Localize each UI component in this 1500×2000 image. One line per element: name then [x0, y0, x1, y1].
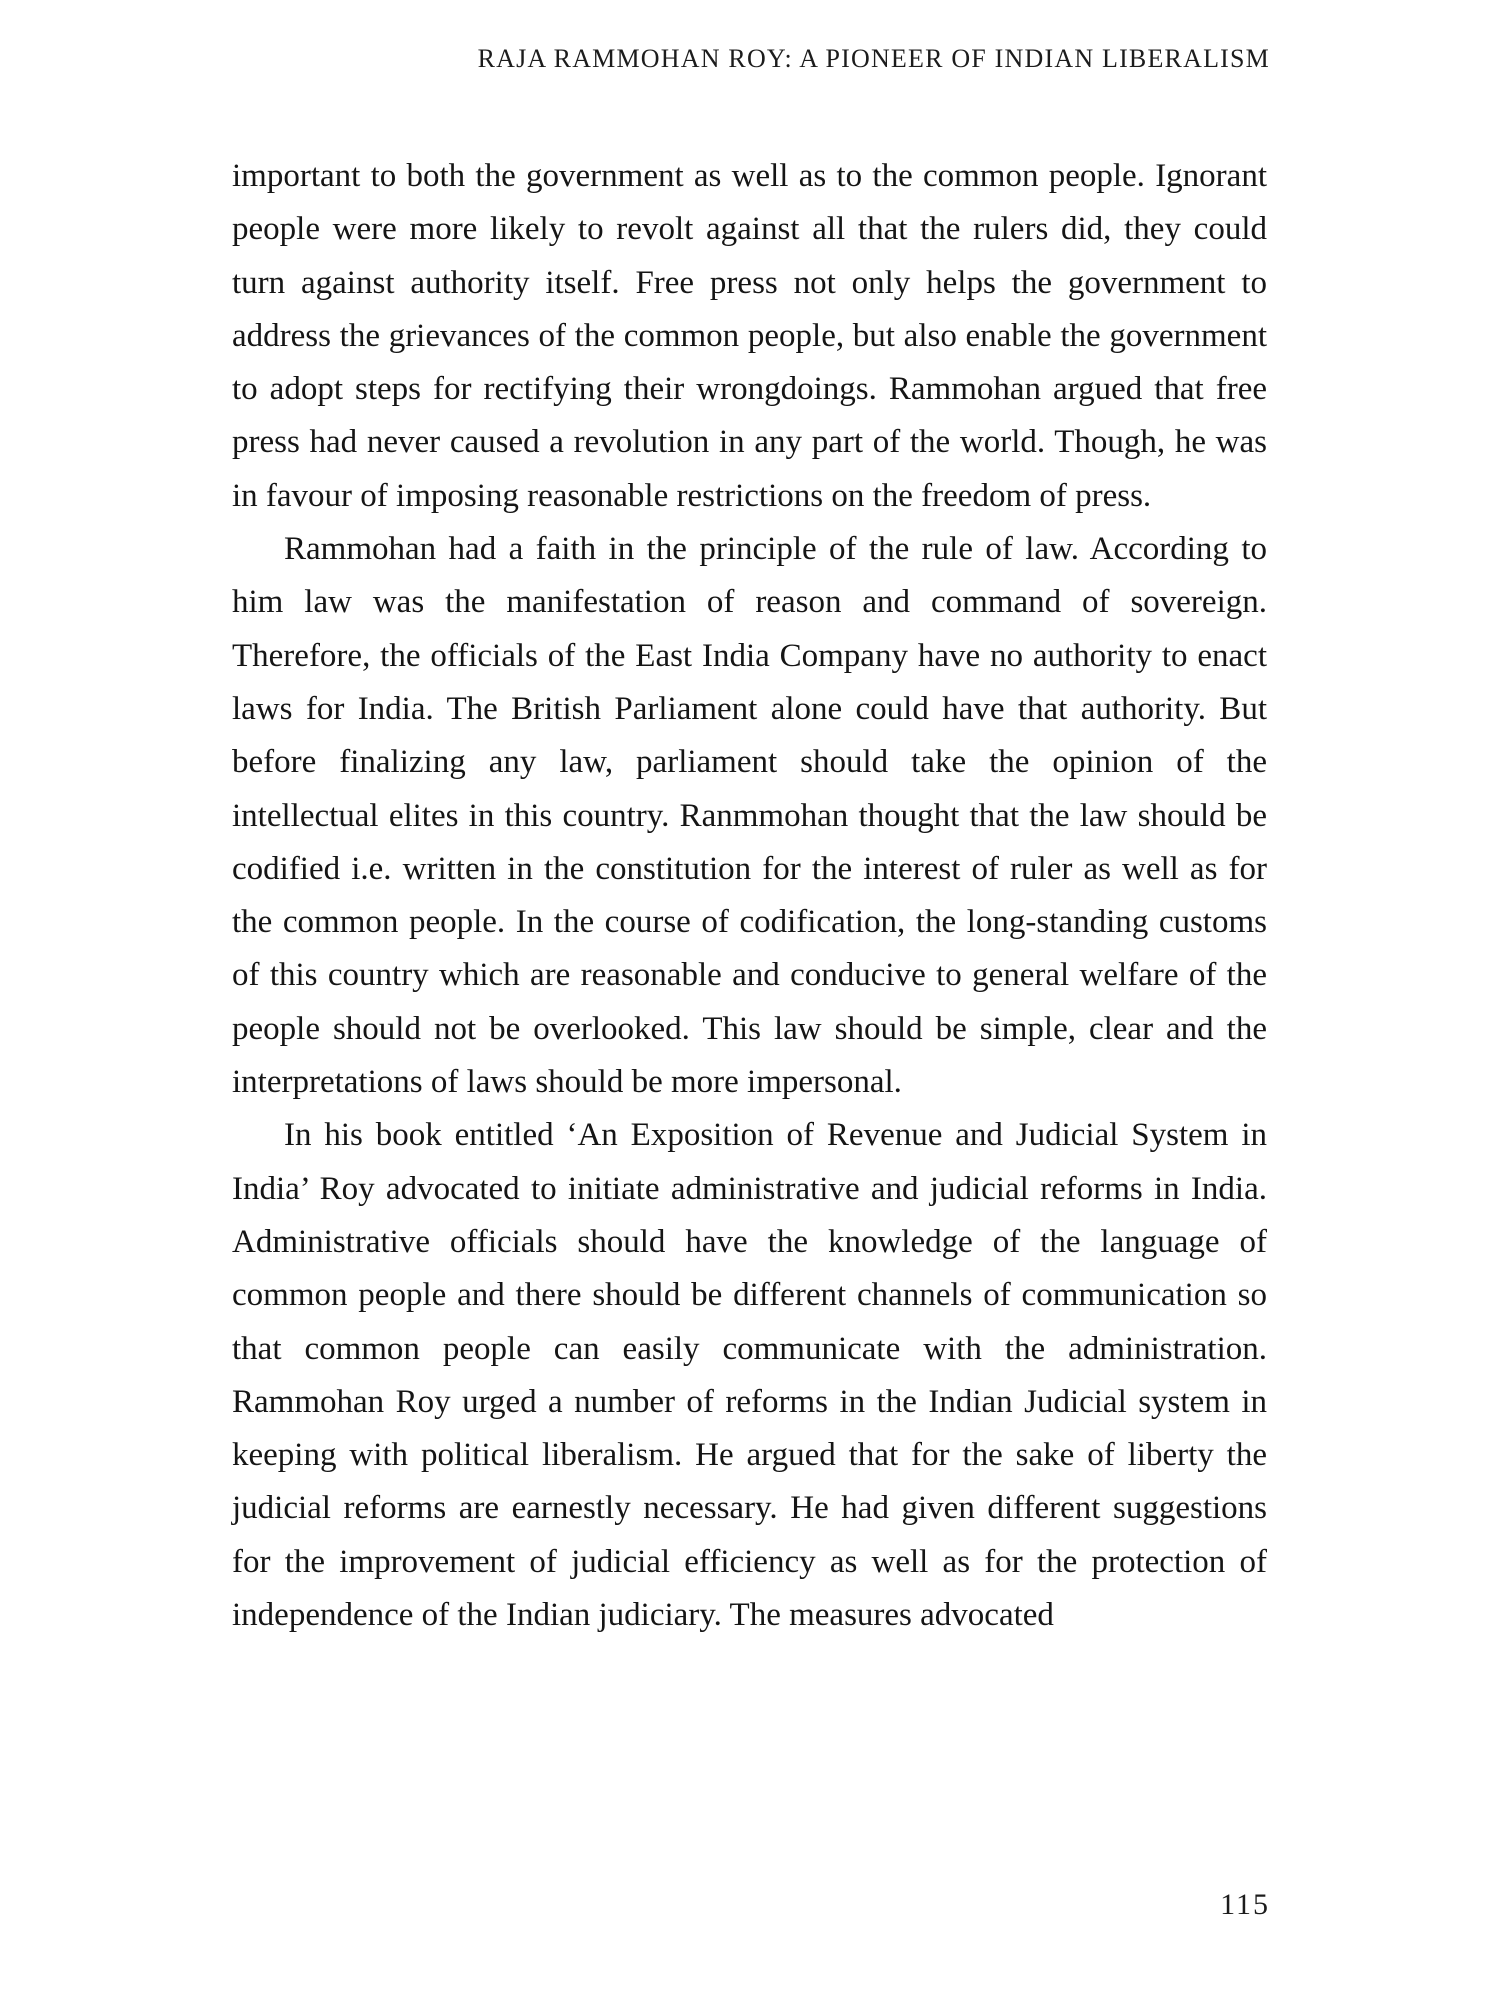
page-number: 115 [1220, 1888, 1270, 1921]
body-text [232, 150, 1267, 1642]
running-head: RAJA RAMMOHAN ROY: A PIONEER OF INDIAN LIBERALISM [477, 44, 1270, 73]
paragraph-continued: important to both the government as well as to the common people. Ignorant people were more likely to revolt against all that the rulers did, they could turn against authority itself. Free press not only helps the government to address the grievances of the common people, but also enable the government to adopt steps for rectifying their wrongdoings. Rammohan argued that free press had never caused a revolution in any part of the world. Though, he was in favour of imposing reasonable restrictions on the freedom of press. [232, 158, 1267, 514]
paragraph-judicial-reforms: In his book entitled ‘An Exposition of Revenue and Judicial System in India’ Roy advocated to initiate administrative and judicial reforms in India. Administrative officials should have the knowledge of the language of common people and there should be different channels of communication so that common people can easily communicate with the administration. Rammohan Roy urged a number of reforms in the Indian Judicial system in keeping with political liberalism. He argued that for the sake of liberty the judicial reforms are earnestly necessary. He had given different suggestions for the improvement of judicial efficiency as well as for the protection of independence of the Indian judiciary. The measures advocated [232, 1117, 1267, 1634]
paragraph-rule-of-law: Rammohan had a faith in the principle of the rule of law. According to him law was the manifestation of reason and command of sovereign. Therefore, the officials of the East India Company have no authority to enact laws for India. The British Parliament alone could have that authority. But before finalizing any law, parliament should take the opinion of the intellectual elites in this country. Ranmmohan thought that the law should be codified i.e. written in the constitution for the interest of ruler as well as for the common people. In the course of codification, the long-standing customs of this country which are reasonable and conducive to general welfare of the people should not be overlooked. This law should be simple, clear and the interpretations of laws should be more impersonal. [232, 531, 1267, 1101]
